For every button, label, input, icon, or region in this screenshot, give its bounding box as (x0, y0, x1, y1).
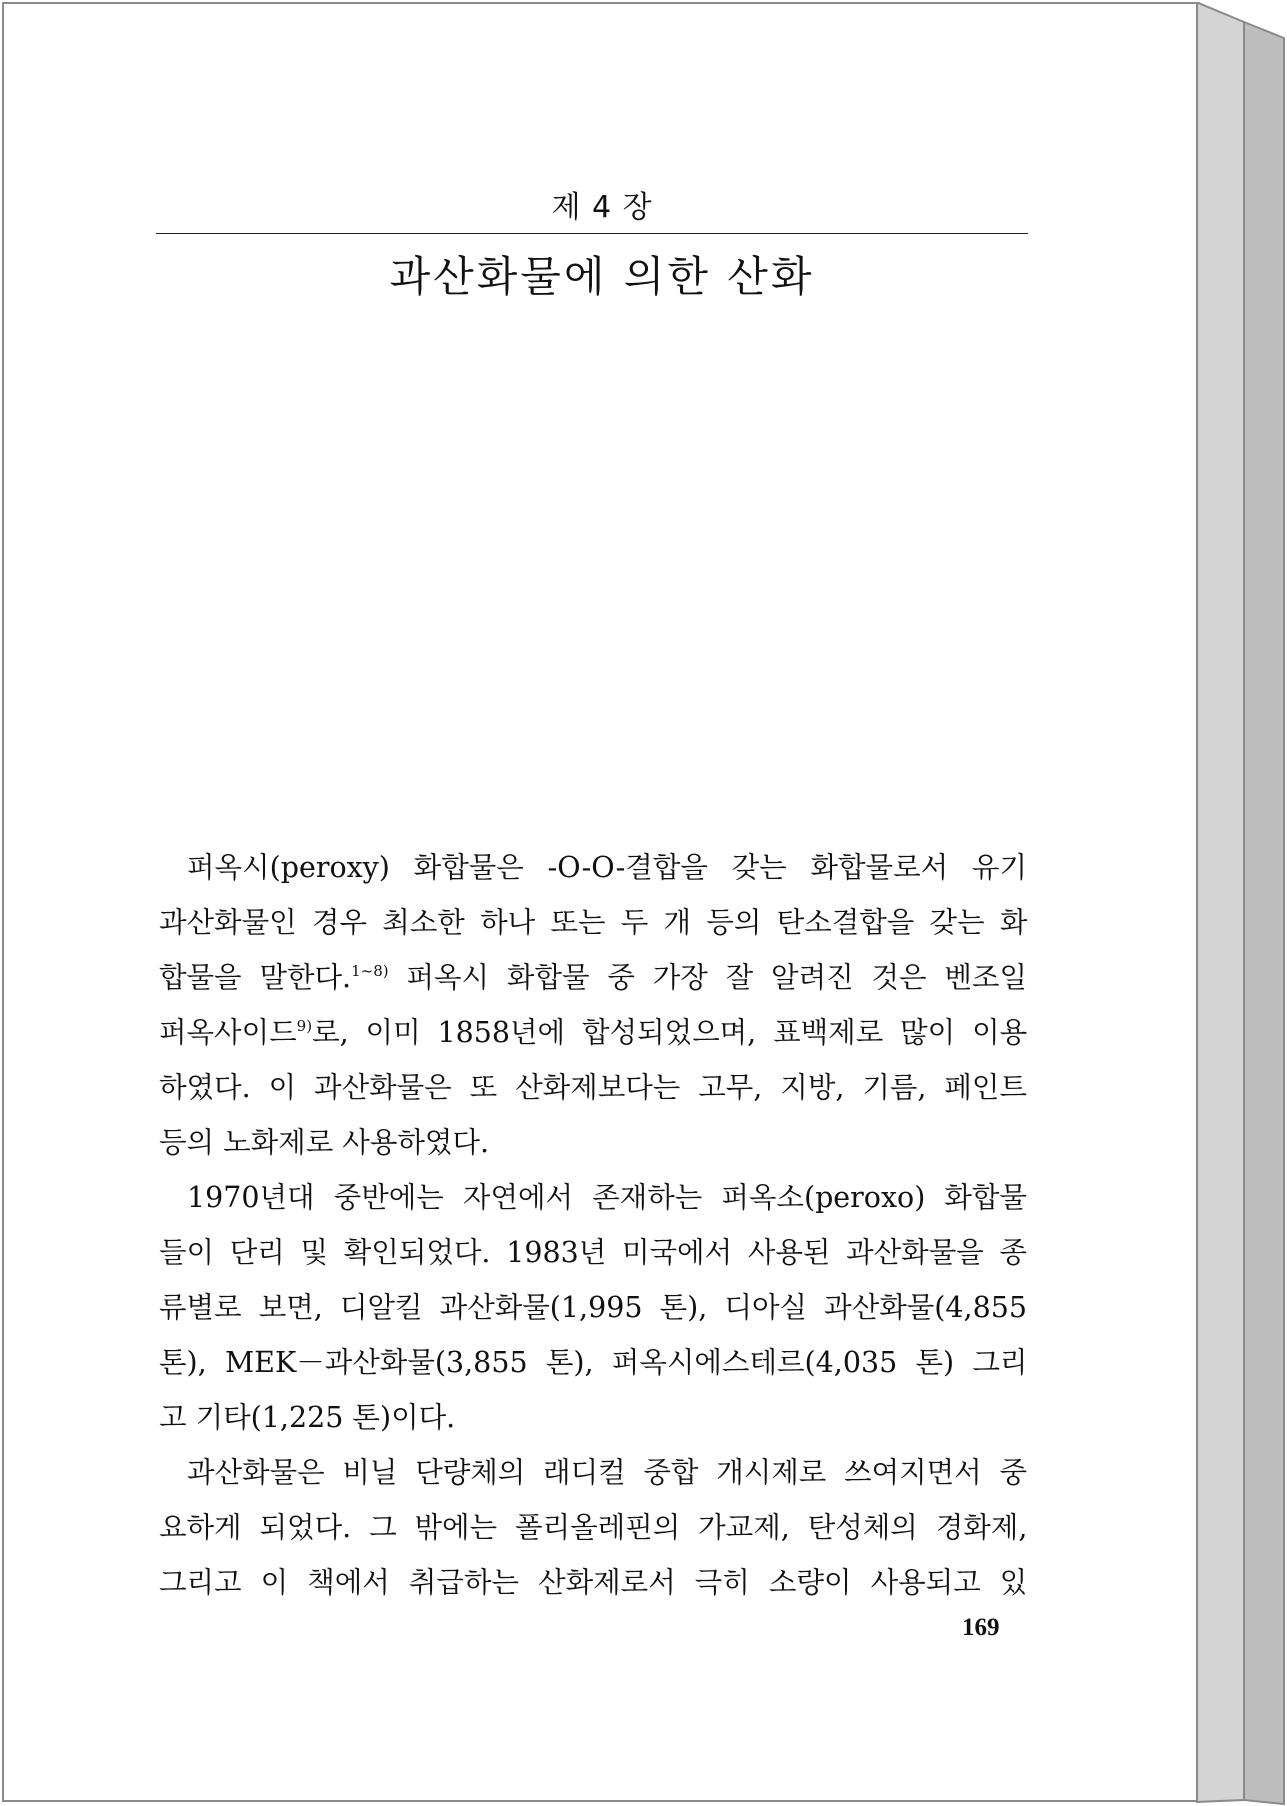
text-line: 요하게 되었다. 그 밖에는 폴리올레핀의 가교제, 탄성체의 경화제, (159, 1511, 1028, 1544)
page-edge-shape (1196, 2, 1287, 1806)
text-line: 들이 단리 및 확인되었다. 1983년 미국에서 사용된 과산화물을 종 (159, 1236, 1027, 1269)
text-segment: 로, 이미 1858년에 합성되었으며, 표백제로 많이 이용 (312, 1016, 1028, 1049)
text-line (159, 950, 1027, 1005)
text-line: 과산화물은 비닐 단량체의 래디컬 중합 개시제로 쓰여지면서 중 (187, 1456, 1027, 1489)
text-line: 퍼옥시(peroxy) 화합물은 -O-O-결합을 갖는 화합물로서 유기 (187, 851, 1027, 884)
citation-superscript: 1~8) (351, 962, 389, 980)
text-line: 그리고 이 책에서 취급하는 산화제로서 극히 소량이 사용되고 있 (159, 1566, 1028, 1599)
text-segment: 퍼옥사이드 (159, 1016, 297, 1049)
page (2, 2, 1198, 1802)
text-line (159, 1005, 1027, 1060)
chapter-title: 과산화물에 의한 산화 (389, 252, 815, 301)
text-line: 류별로 보면, 디알킬 과산화물(1,995 톤), 디아실 과산화물(4,855 (159, 1291, 1027, 1324)
paragraph-3 (159, 1445, 1027, 1610)
text-line: 고 기타(1,225 톤)이다. (159, 1401, 456, 1434)
text-segment: 합물을 말한다. (159, 961, 352, 994)
text-segment: 퍼옥시 화합물 중 가장 잘 알려진 것은 벤조일 (388, 961, 1027, 994)
text-line: 하였다. 이 과산화물은 또 산화제보다는 고무, 지방, 기름, 페인트 (159, 1071, 1027, 1104)
paragraph-2 (159, 1170, 1027, 1445)
chapter-label: 제 4 장 (551, 190, 653, 225)
body-text (159, 840, 1027, 1610)
text-line: 등의 노화제로 사용하였다. (159, 1126, 490, 1159)
text-line: 톤), MEK－과산화물(3,855 톤), 퍼옥시에스테르(4,035 톤) 그리 (159, 1346, 1028, 1379)
text-line: 1970년대 중반에는 자연에서 존재하는 퍼옥소(peroxo) 화합물 (187, 1181, 1027, 1214)
page-number: 169 (962, 1614, 1000, 1641)
paragraph-1 (159, 840, 1027, 1170)
text-line: 과산화물인 경우 최소한 하나 또는 두 개 등의 탄소결합을 갖는 화 (159, 906, 1028, 939)
citation-superscript: 9) (296, 1017, 313, 1035)
chapter-divider (156, 233, 1028, 234)
